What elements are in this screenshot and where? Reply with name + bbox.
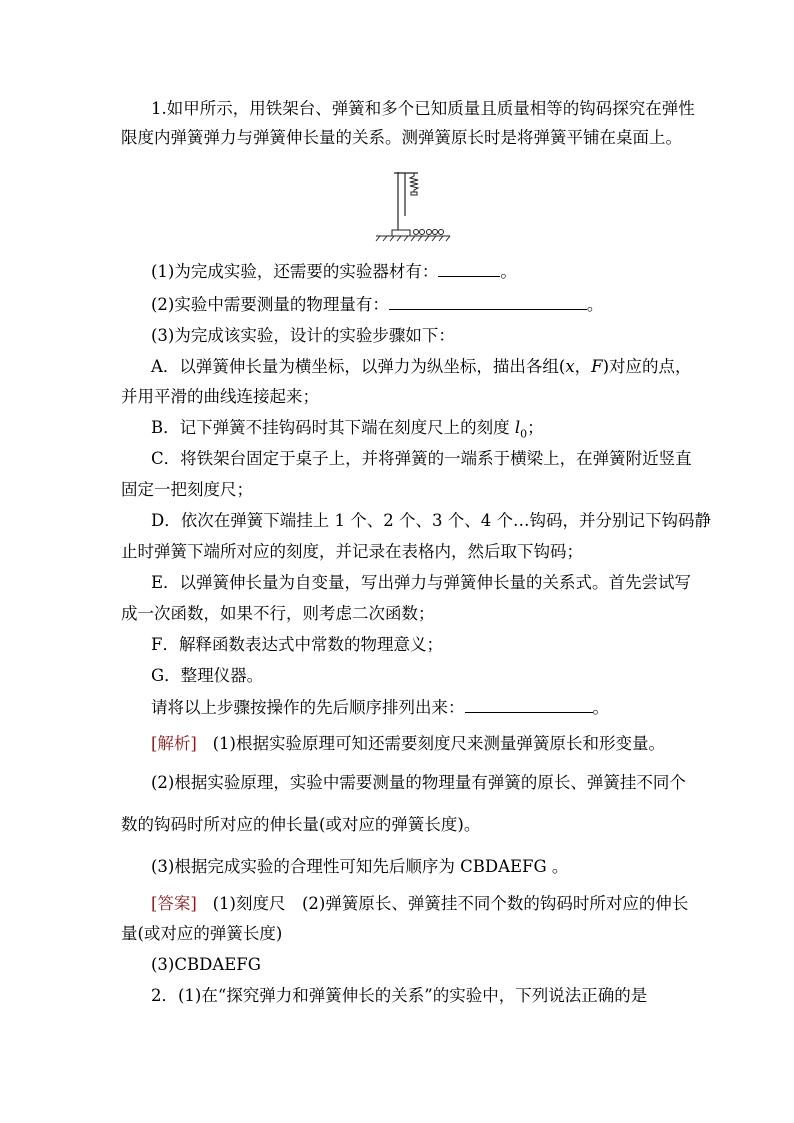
analysis-part1: (1)根据实验原理可知还需要刻度尺来测量弹簧原长和形变量。	[212, 734, 665, 753]
order-text: 请将以上步骤按操作的先后顺序排列出来：	[151, 698, 465, 717]
q1-part1	[151, 261, 517, 283]
var-x: x	[565, 357, 575, 376]
step-d-line2: 止时弹簧下端所对应的刻度，并记录在表格内，然后取下钩码；	[121, 542, 583, 561]
answer-text-1: (1)刻度尺 (2)弹簧原长、弹簧挂不同个数的钩码时所对应的伸长	[212, 894, 689, 913]
comma: ，	[574, 357, 592, 376]
period: 。	[592, 698, 609, 717]
answer-blank-2[interactable]	[389, 295, 587, 310]
analysis-line4: (3)根据完成实验的合理性可知先后顺序为 CBDAEFG 。	[151, 857, 569, 876]
period: 。	[500, 262, 517, 281]
q1-part2-text: (2)实验中需要测量的物理量有：	[151, 295, 389, 314]
answer-blank-3[interactable]	[465, 698, 593, 713]
step-a-text: A．以弹簧伸长量为横坐标，以弹力为纵坐标，描出各组(	[151, 357, 566, 376]
answer-blank-1[interactable]	[438, 262, 500, 277]
analysis-line1	[151, 733, 665, 755]
answer-line2: 量(或对应的弹簧长度)	[121, 924, 283, 943]
step-a-line1	[151, 356, 692, 378]
step-a-line2: 并用平滑的曲线连接起来；	[121, 387, 319, 406]
answer-line1	[151, 893, 688, 915]
weights-on-table	[414, 230, 444, 235]
q1-intro-line2: 限度内弹簧弹力与弹簧伸长量的关系。测弹簧原长时是将弹簧平铺在桌面上。	[121, 128, 682, 147]
analysis-line3: 数的钩码时所对应的伸长量(或对应的弹簧长度)。	[121, 815, 481, 834]
answer-tag: [答案]	[151, 894, 197, 913]
step-d-line1: D．依次在弹簧下端挂上 1 个、2 个、3 个、4 个…钩码，并分别记下钩码静	[151, 511, 711, 530]
step-e-line2: 成一次函数，如果不行，则考虑二次函数；	[121, 604, 435, 623]
subscript-0: 0	[520, 427, 528, 441]
step-f: F．解释函数表达式中常数的物理意义；	[151, 635, 443, 654]
step-b	[151, 417, 544, 445]
period: 。	[586, 295, 604, 314]
iron-stand-spring-figure	[372, 168, 454, 244]
var-f: F	[591, 357, 603, 376]
analysis-tag: [解析]	[151, 734, 197, 753]
answer-line3: (3)CBDAEFG	[151, 955, 261, 974]
order-question	[151, 697, 609, 719]
var-l: l	[514, 418, 521, 437]
analysis-line2: (2)根据实验原理，实验中需要测量的物理量有弹簧的原长、弹簧挂不同个	[151, 773, 686, 792]
semicolon: ；	[527, 418, 544, 437]
q1-part2	[151, 294, 603, 316]
step-a-text-end: )对应的点，	[602, 357, 692, 376]
q2-line1: 2．(1)在“探究弹力和弹簧伸长的关系”的实验中，下列说法正确的是	[151, 986, 648, 1005]
step-c-line2: 固定一把刻度尺；	[121, 480, 253, 499]
q1-part1-text: (1)为完成实验，还需要的实验器材有：	[151, 262, 439, 281]
q1-part3: (3)为完成该实验，设计的实验步骤如下：	[151, 326, 455, 345]
step-b-text: B．记下弹簧不挂钩码时其下端在刻度尺上的刻度	[151, 418, 515, 437]
q1-intro-line1: 1.如甲所示，用铁架台、弹簧和多个已知质量且质量相等的钩码探究在弹性	[151, 99, 695, 118]
spring	[410, 173, 418, 195]
step-c-line1: C．将铁架台固定于桌子上，并将弹簧的一端系于横梁上，在弹簧附近竖直	[151, 449, 692, 468]
step-g: G．整理仪器。	[151, 666, 264, 685]
step-e-line1: E．以弹簧伸长量为自变量，写出弹力与弹簧伸长量的关系式。首先尝试写	[151, 573, 692, 592]
